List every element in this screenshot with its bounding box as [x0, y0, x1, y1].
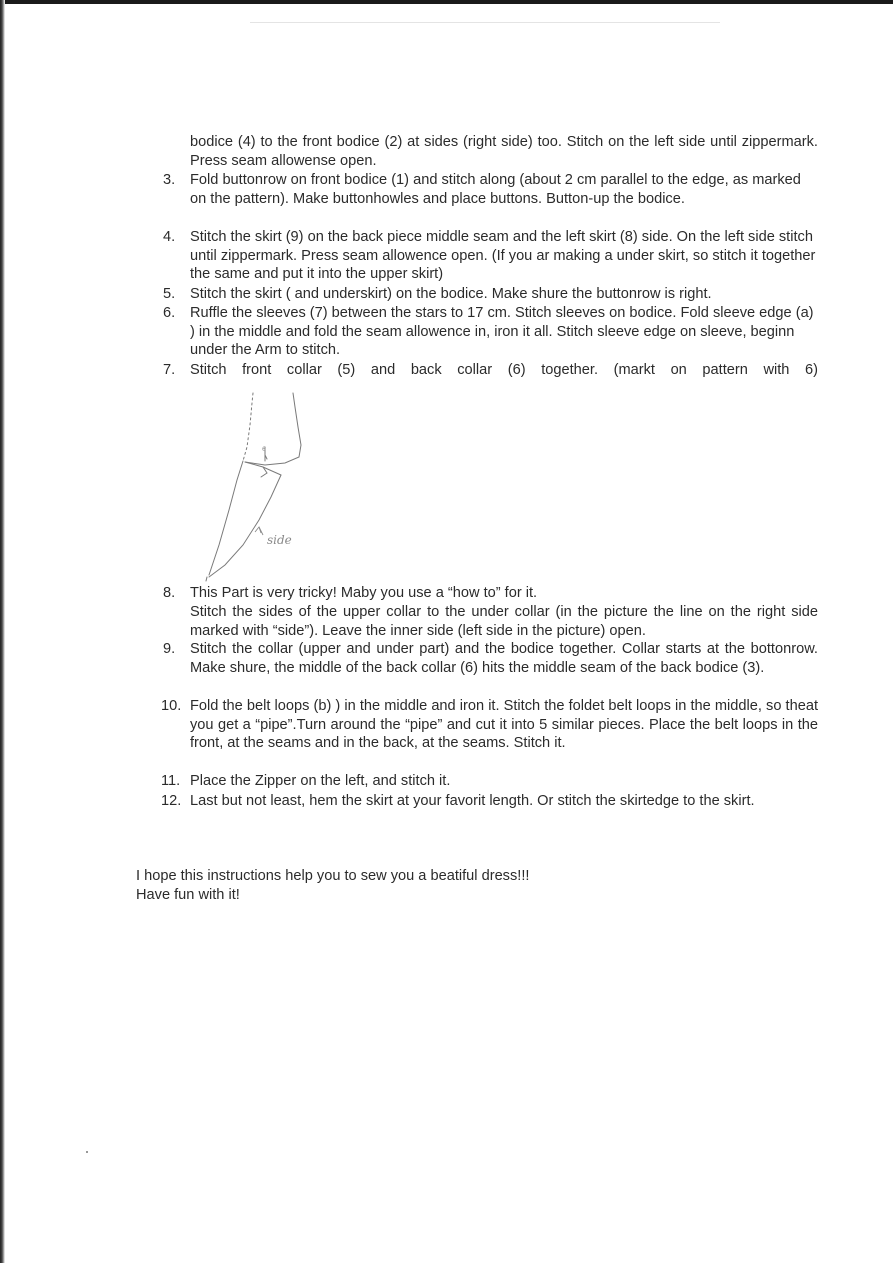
step-text: This Part is very tricky! Maby you use a “how to” for it. — [190, 585, 538, 601]
step-text: Fold the belt loops (b) ) in the middle and iron it. Stitch the foldet belt loops in the middle, so theat you get a “pipe”.Turn around the “pipe” and cut it into 5 similar pieces. Place the belt loops in the front, at the seams and in the back, at the seams. Stitch it. — [190, 698, 818, 752]
step-text: Place the Zipper on the left, and stitch it. — [190, 773, 451, 789]
scan-speck — [86, 1151, 88, 1153]
step-number: 10. — [161, 698, 182, 714]
collar-sketch — [195, 385, 325, 585]
step-number: 9. — [163, 641, 176, 657]
step-number: 11. — [161, 773, 181, 789]
closing-line-1: I hope this instructions help you to sew you a beatiful dress!!! — [136, 868, 530, 884]
step-text: Stitch the skirt ( and underskirt) on the bodice. Make shure the buttonrow is right. — [190, 286, 712, 302]
step-number: 3. — [163, 172, 176, 188]
step-number: 8. — [163, 585, 176, 601]
step-text: Stitch the skirt (9) on the back piece middle seam and the left skirt (8) side. On the left side stitch until zippermark. Press seam allowence open. (If you ar making a under skirt, so stitch it together the same and put it into the upper skirt) — [190, 229, 816, 283]
step-text: Ruffle the sleeves (7) between the stars to 17 cm. Stitch sleeves on bodice. Fold sleeve edge (a) ) in the middle and fold the seam allowence in, iron it all. Stitch sleeve edge on sleeve, beginn under the Arm to stitch. — [190, 305, 814, 359]
sketch-mark: 6 — [262, 446, 266, 453]
step-text: Fold buttonrow on front bodice (1) and stitch along (about 2 cm parallel to the edge, as marked on the pattern). Make buttonhowles and place buttons. Button-up the bodice. — [190, 172, 801, 207]
sketch-side-label: side — [267, 533, 292, 547]
step-text: Stitch front collar (5) and back collar (6) together. (markt on pattern with 6) — [190, 362, 818, 378]
step-text: Last but not least, hem the skirt at your favorit length. Or stitch the skirtedge to the skirt. — [190, 793, 755, 809]
step-text: Stitch the collar (upper and under part) and the bodice together. Collar starts at the bottonrow. Make shure, the middle of the back collar (6) hits the middle seam of the back bodice (3). — [190, 641, 818, 676]
step-8-continuation: Stitch the sides of the upper collar to the under collar (in the picture the line on the right side marked with “side”). Leave the inner side (left side in the picture) open. — [190, 604, 818, 639]
step-number: 6. — [163, 305, 176, 321]
step-number: 5. — [163, 286, 176, 302]
continuation-text: bodice (4) to the front bodice (2) at sides (right side) too. Stitch on the left side until zippermark. Press seam allowense open. — [190, 134, 818, 169]
step-number: 12. — [161, 793, 182, 809]
step-number: 4. — [163, 229, 176, 245]
closing-line-2: Have fun with it! — [136, 887, 240, 903]
step-number: 7. — [163, 362, 176, 378]
